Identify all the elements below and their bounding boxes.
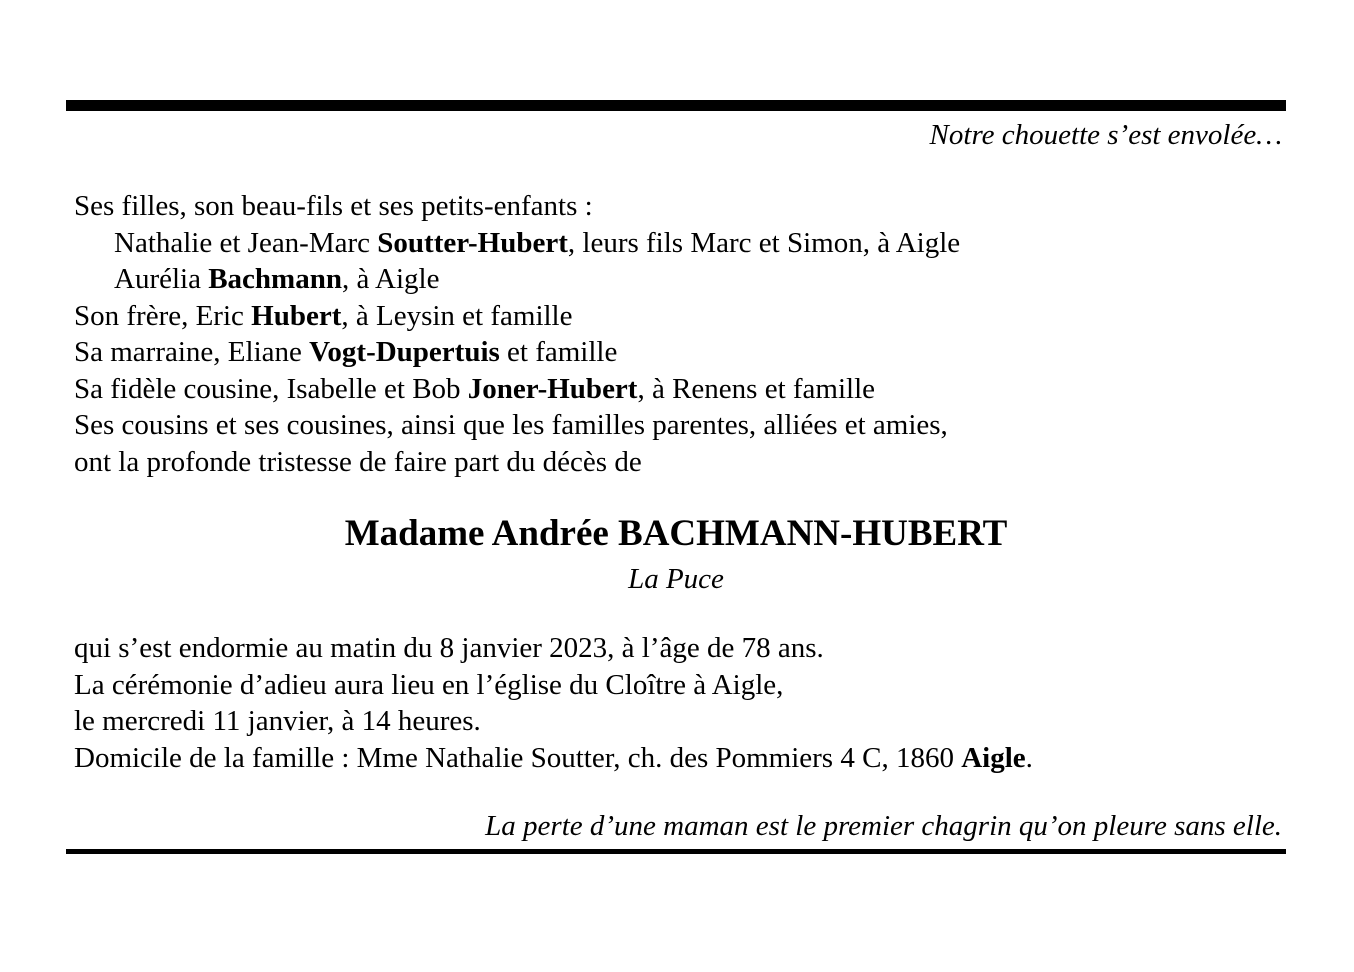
- text-segment: Son frère, Eric: [74, 299, 252, 332]
- text-line: [74, 261, 1286, 298]
- name-bold-segment: Joner-Hubert: [467, 372, 638, 405]
- text-segment: Ses cousins et ses cousines, ainsi que les familles parentes, alliées et amies,: [74, 409, 948, 441]
- top-rule: [66, 100, 1286, 111]
- text-segment: La cérémonie d’adieu aura lieu en l’église du Cloître à Aigle,: [74, 668, 784, 701]
- text-segment: le mercredi 11 janvier, à 14 heures.: [74, 705, 481, 737]
- text-segment: Sa fidèle cousine, Isabelle et Bob: [74, 372, 468, 405]
- deceased-name: Madame Andrée BACHMANN-HUBERT: [344, 513, 1008, 554]
- text-line: [74, 630, 1286, 667]
- epigraph-top: Notre chouette s’est envolée…: [929, 119, 1282, 151]
- text-segment: qui s’est endormie au matin du 8 janvier 2023, à l’âge de 78 ans.: [74, 632, 824, 664]
- text-line: [74, 667, 1286, 704]
- text-line: [74, 298, 1286, 335]
- name-bold-segment: Vogt-Dupertuis: [309, 336, 500, 368]
- deceased-nickname: La Puce: [628, 563, 724, 595]
- family-list: [66, 188, 1286, 480]
- ceremony-details: [66, 630, 1286, 776]
- text-line: [74, 188, 1286, 225]
- text-segment: , leurs fils Marc et Simon, à Aigle: [567, 226, 961, 259]
- text-line: [74, 371, 1286, 408]
- text-segment: Ses filles, son beau-fils et ses petits-enfants :: [74, 190, 593, 222]
- text-segment: .: [1025, 741, 1033, 774]
- name-bold-segment: Aigle: [961, 741, 1026, 774]
- text-line: [74, 703, 1286, 740]
- name-bold-segment: Hubert: [251, 299, 342, 332]
- text-segment: , à Renens et famille: [637, 372, 876, 405]
- text-line: [74, 334, 1286, 371]
- obituary-content: [66, 100, 1286, 854]
- bottom-rule: [66, 849, 1286, 854]
- text-segment: Aurélia: [114, 263, 209, 295]
- text-segment: Domicile de la famille : Mme Nathalie Soutter, ch. des Pommiers 4 C, 1860: [74, 741, 962, 774]
- text-segment: , à Leysin et famille: [341, 299, 573, 332]
- name-bold-segment: Soutter-Hubert: [377, 226, 568, 259]
- text-line: [74, 740, 1286, 777]
- text-line: [74, 444, 1286, 481]
- text-segment: Nathalie et Jean-Marc: [114, 226, 378, 259]
- text-line: [74, 225, 1286, 262]
- name-bold-segment: Bachmann: [208, 263, 342, 295]
- epigraph-bottom: La perte d’une maman est le premier chagrin qu’on pleure sans elle.: [485, 810, 1282, 842]
- text-segment: et famille: [499, 336, 618, 368]
- text-segment: Sa marraine, Eliane: [74, 336, 310, 368]
- text-segment: , à Aigle: [341, 263, 440, 295]
- text-segment: ont la profonde tristesse de faire part du décès de: [74, 445, 642, 478]
- text-line: [74, 407, 1286, 444]
